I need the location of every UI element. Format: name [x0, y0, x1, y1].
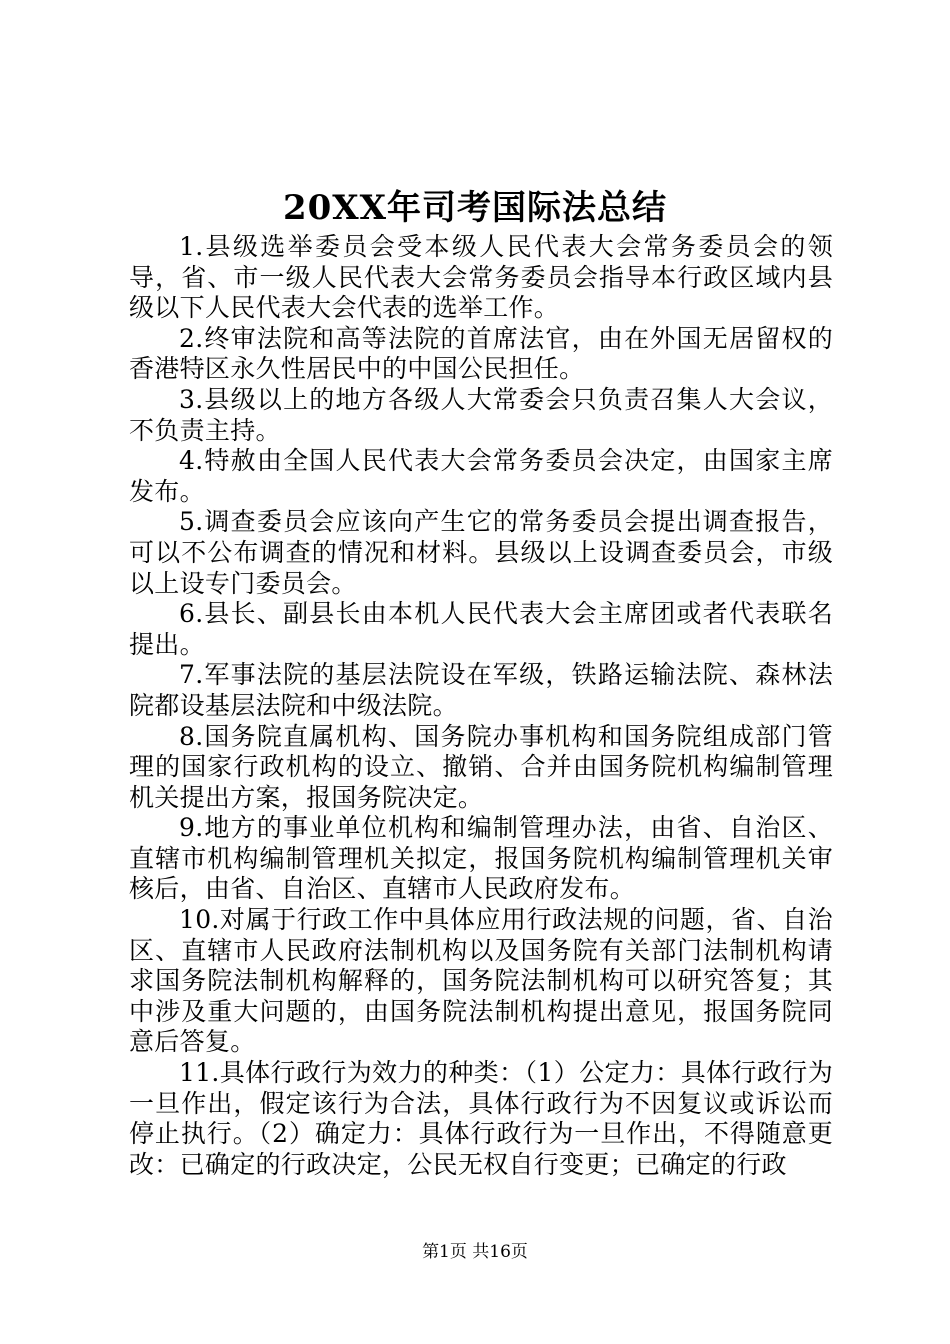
document-title: 20XX年司考国际法总结	[282, 188, 668, 228]
document-body	[129, 232, 833, 1180]
paragraph-1: 1.县级选举委员会受本级人民代表大会常务委员会的领导，省、市一级人民代表大会常务委员会指导本行政区域内县级以下人民代表大会代表的选举工作。	[129, 232, 833, 323]
paragraph-6: 6.县长、副县长由本机人民代表大会主席团或者代表联名提出。	[129, 599, 833, 659]
paragraph-4: 4.特赦由全国人民代表大会常务委员会决定，由国家主席发布。	[129, 446, 833, 506]
page-footer: 第1页 共16页	[422, 1242, 528, 1262]
paragraph-5: 5.调查委员会应该向产生它的常务委员会提出调查报告，可以不公布调查的情况和材料。县级以上设调查委员会，市级以上设专门委员会。	[129, 507, 833, 598]
paragraph-3: 3.县级以上的地方各级人大常委会只负责召集人大会议，不负责主持。	[129, 384, 833, 445]
paragraph-8: 8.国务院直属机构、国务院办事机构和国务院组成部门管理的国家行政机构的设立、撤销、合并由国务院机构编制管理机关提出方案，报国务院决定。	[129, 721, 833, 812]
paragraph-2: 2.终审法院和高等法院的首席法官，由在外国无居留权的香港特区永久性居民中的中国公民担任。	[129, 323, 833, 384]
paragraph-11: 11.具体行政行为效力的种类：（1）公定力：具体行政行为一旦作出，假定该行为合法，具体行政行为不因复议或诉讼而停止执行。（2）确定力：具体行政行为一旦作出，不得随意更改：已确定的行政决定，公民无权自行变更；已确定的行政	[129, 1058, 833, 1179]
paragraph-9: 9.地方的事业单位机构和编制管理办法，由省、自治区、直辖市机构编制管理机关拟定，报国务院机构编制管理机关审核后，由省、自治区、直辖市人民政府发布。	[129, 813, 833, 904]
paragraph-7: 7.军事法院的基层法院设在军级，铁路运输法院、森林法院都设基层法院和中级法院。	[129, 660, 833, 720]
paragraph-10: 10.对属于行政工作中具体应用行政法规的问题，省、自治区、直辖市人民政府法制机构以及国务院有关部门法制机构请求国务院法制机构解释的，国务院法制机构可以研究答复；其中涉及重大问题的，由国务院法制机构提出意见，报国务院同意后答复。	[129, 905, 833, 1057]
